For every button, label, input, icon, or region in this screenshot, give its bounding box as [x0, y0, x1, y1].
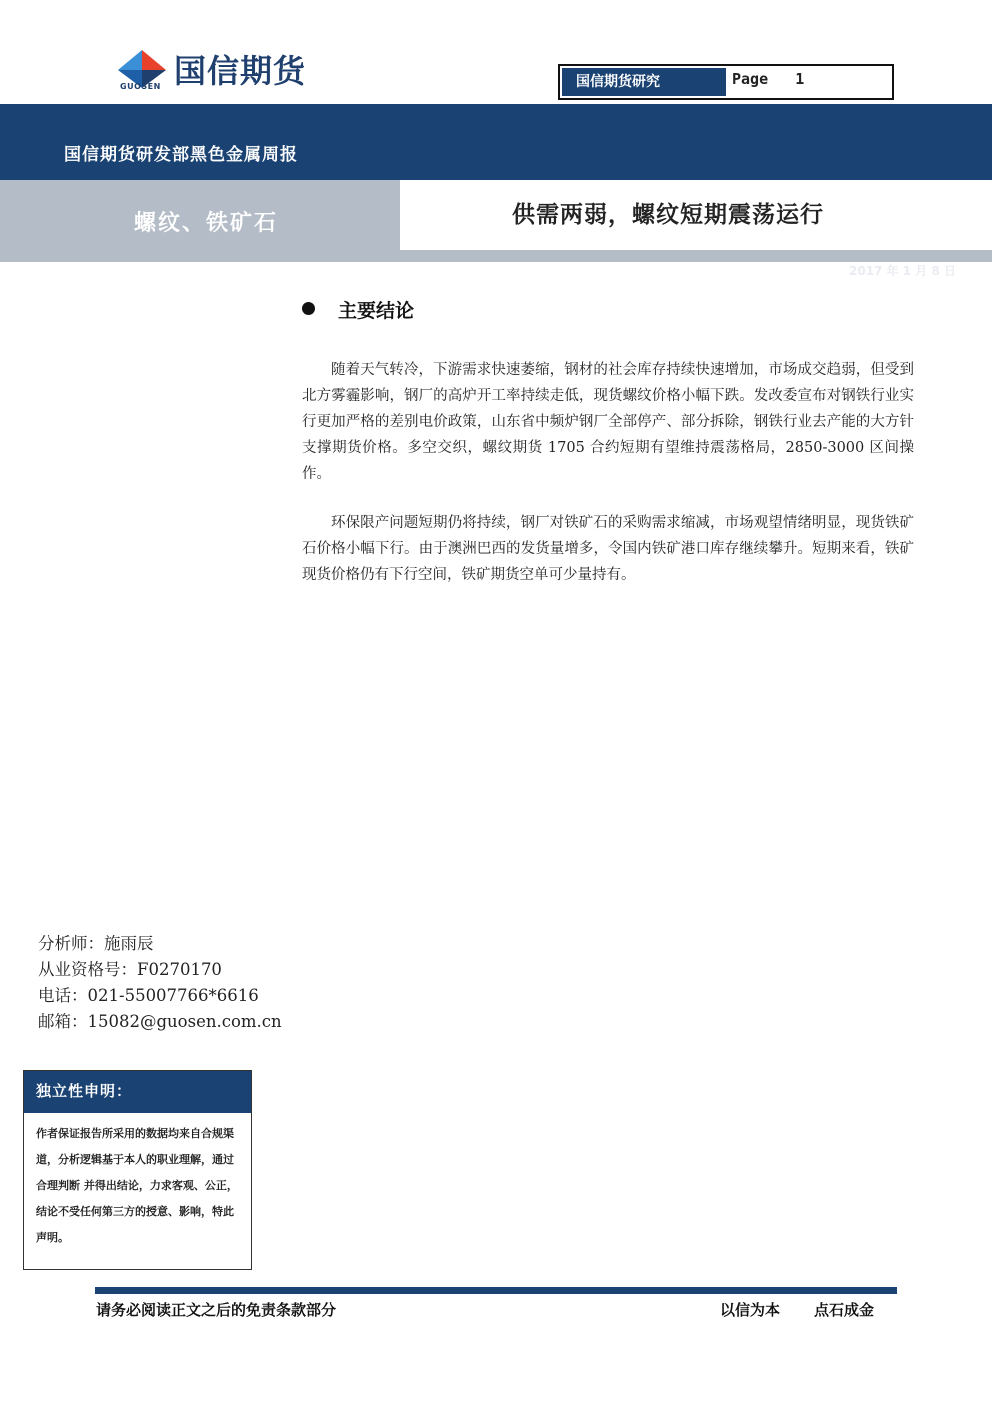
conclusion-paragraph: 环保限产问题短期仍将持续，钢厂对铁矿石的采购需求缩减，市场观望情绪明显，现货铁矿石价格小幅下行。由于澳洲巴西的发货量增多，令国内铁矿港口库存继续攀升。短期来看，铁矿现货价格仍有下行空间，铁矿期货空单可少量持有。: [302, 515, 914, 583]
page-label-text: Page: [732, 70, 769, 88]
page-number-value: 1: [795, 70, 805, 88]
page-indicator-box: [558, 64, 894, 100]
research-label: 国信期货研究: [562, 68, 726, 96]
analyst-email: 邮箱：15082@guosen.com.cn: [38, 1012, 282, 1031]
page-number: [732, 70, 804, 88]
section-title: 主要结论: [338, 300, 415, 322]
disclaimer-notice: 请务必阅读正文之后的免责条款部分: [96, 1301, 337, 1319]
footer-motto: [720, 1299, 874, 1320]
bullet-icon: [302, 302, 315, 315]
report-title: 供需两弱，螺纹短期震荡运行: [512, 201, 824, 228]
title-band: [0, 180, 992, 278]
conclusion-paragraph: 随着天气转冷，下游需求快速萎缩，钢材的社会库存持续快速增加，市场成交趋弱，但受到北方雾霾影响，钢厂的高炉开工率持续走低，现货螺纹价格小幅下跌。发改委宣布对钢铁行业实行更加严格的差别电价政策，山东省中频炉钢厂全部停产、部分拆除，钢铁行业去产能的大方针支撑期货价格。多空交织，螺纹期货 1705 合约短期有望维持震荡格局，2850-3000 区间操作。: [302, 362, 914, 482]
declaration-title: 独立性申明：: [24, 1071, 251, 1113]
report-category: 螺纹、铁矿石: [134, 210, 279, 236]
company-logo: [116, 44, 356, 94]
motto-2: 点石成金: [814, 1301, 875, 1319]
analyst-info: [38, 931, 282, 1035]
motto-1: 以信为本: [720, 1301, 781, 1319]
analyst-license: 从业资格号：F0270170: [38, 960, 222, 979]
analyst-phone: 电话：021-55007766*6616: [38, 986, 259, 1005]
independence-declaration: [23, 1070, 252, 1270]
declaration-body: 作者保证报告所采用的数据均来自合规渠道，分析逻辑基于本人的职业理解，通过合理判断 并得出结论，力求客观、公正，结论不受任何第三方的授意、影响，特此声明。: [36, 1127, 238, 1244]
department-title: 国信期货研发部黑色金属周报: [64, 145, 298, 165]
department-band: [0, 104, 992, 180]
report-date: 2017 年 1 月 8 日: [849, 264, 956, 278]
footer-divider: [95, 1287, 897, 1294]
logo-subtext: GUOSEN: [120, 82, 161, 91]
logo-text: 国信期货: [174, 52, 307, 90]
report-title-box: [400, 180, 992, 250]
analyst-name: 分析师：施雨辰: [38, 934, 154, 953]
